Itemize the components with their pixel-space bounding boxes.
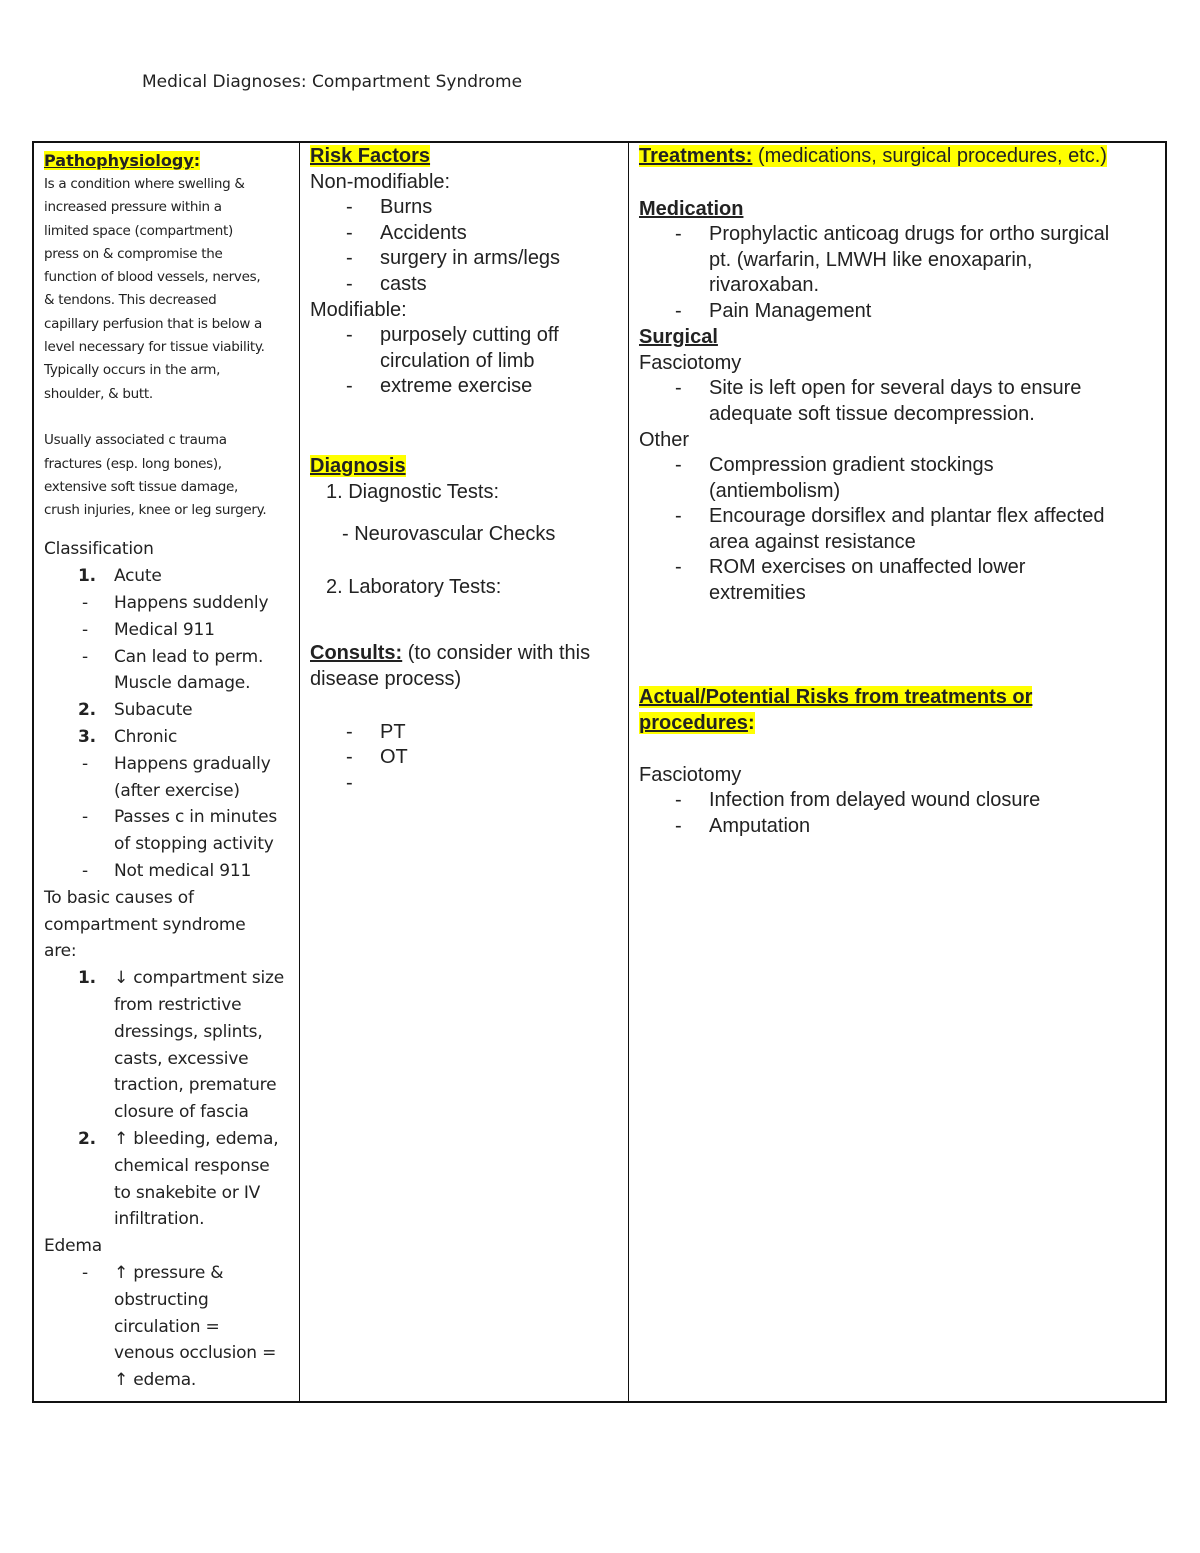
medication-list (639, 222, 1164, 324)
list-item (44, 617, 294, 644)
treatments-content (639, 143, 1164, 839)
list-item (44, 751, 294, 805)
risks-fasciotomy-label: Fasciotomy (639, 764, 742, 786)
classification-list (44, 563, 294, 885)
treatments-subheading: (medications, surgical procedures, etc.) (752, 145, 1107, 167)
dash-marker: - (675, 223, 682, 245)
neurovascular-checks: - Neurovascular Checks (342, 522, 556, 545)
causes-intro (44, 885, 294, 965)
non-modifiable-list (310, 195, 626, 297)
dash-marker: - (346, 272, 353, 295)
list-marker: 2. (78, 700, 96, 721)
bullet-text: Encourage dorsiflex and plantar flex affected (709, 505, 1105, 527)
dash-marker: - (346, 196, 353, 218)
consults-heading: Consults: (310, 641, 403, 664)
text-line: fractures (esp. long bones), (44, 455, 222, 472)
text-line: press on & compromise the (44, 245, 223, 262)
pathophysiology-column (34, 143, 300, 1401)
diagnosis-table (32, 141, 1167, 1403)
text-line: Is a condition where swelling & (44, 176, 245, 192)
pathophysiology-heading: Pathophysiology (44, 151, 194, 170)
risks-heading-cont: procedures (639, 712, 748, 734)
edema-list (44, 1260, 294, 1394)
list-marker: 3. (78, 727, 96, 748)
bullet-item (310, 323, 626, 374)
association-paragraph (44, 429, 294, 522)
bullet-text: Infection from delayed wound closure (709, 789, 1041, 811)
list-item-text: traction, premature (114, 1075, 277, 1096)
list-item-text: Passes c in minutes (114, 807, 278, 828)
dash-marker: - (346, 221, 353, 244)
laboratory-tests-label: 2. Laboratory Tests: (326, 575, 502, 598)
risks-colon: : (747, 712, 755, 734)
text-line: increased pressure within a (44, 199, 222, 216)
list-marker: - (82, 619, 88, 640)
text-line: & tendons. This decreased (44, 292, 217, 309)
dash-marker: - (346, 375, 353, 397)
list-item (44, 644, 294, 698)
bullet-item (310, 374, 626, 400)
dash-marker: - (346, 247, 353, 269)
pathophysiology-content (44, 147, 294, 1394)
bullet-item (310, 771, 626, 797)
list-item-text: (after exercise) (114, 780, 240, 801)
other-label: Other (639, 429, 690, 451)
bullet-item (639, 299, 1164, 325)
bullet-text: Site is left open for several days to ensure (709, 377, 1082, 399)
bullet-text: pt. (warfarin, LMWH like enoxaparin, (709, 248, 1033, 271)
diagnosis-heading: Diagnosis (310, 454, 406, 477)
list-marker: - (82, 1262, 88, 1283)
list-item (44, 563, 294, 590)
dash-marker: - (675, 454, 682, 476)
bullet-text: ROM exercises on unaffected lower (709, 556, 1026, 578)
bullet-item (310, 195, 626, 221)
bullet-item (639, 376, 1164, 427)
list-item-text: Acute (114, 566, 162, 587)
list-marker: 1. (78, 968, 96, 989)
bullet-item (310, 272, 626, 298)
heading-colon: : (193, 151, 201, 170)
text-line: crush injuries, knee or leg surgery. (44, 502, 267, 519)
list-item (44, 804, 294, 858)
bullet-item (639, 788, 1164, 814)
treatments-column (629, 143, 1165, 1401)
list-marker: - (82, 593, 88, 614)
list-item-text: of stopping activity (114, 834, 274, 855)
causes-list (44, 965, 294, 1233)
list-item-text: obstructing (114, 1289, 209, 1310)
list-item-text: circulation = (114, 1316, 220, 1337)
consults-list (310, 720, 626, 797)
list-marker: - (82, 807, 88, 828)
dash-marker: - (346, 771, 353, 794)
list-item-text: infiltration. (114, 1209, 205, 1230)
list-item-text: ↑ bleeding, edema, (114, 1128, 279, 1149)
dash-marker: - (675, 789, 682, 811)
bullet-text: adequate soft tissue decompression. (709, 402, 1035, 425)
bullet-text: extreme exercise (380, 375, 533, 397)
bullet-text: PT (380, 720, 406, 743)
bullet-text: area against resistance (709, 530, 916, 553)
list-item-text: Not medical 911 (114, 861, 252, 882)
consults-description: (to consider with this (402, 641, 591, 664)
list-item-text: Muscle damage. (114, 673, 251, 694)
classification-label: Classification (44, 539, 154, 560)
bullet-text: surgery in arms/legs (380, 247, 561, 269)
dash-marker: - (675, 505, 682, 527)
dash-marker: - (346, 746, 353, 768)
text-line: extensive soft tissue damage, (44, 478, 238, 495)
dash-marker: - (346, 720, 353, 743)
list-item-text: closure of fascia (114, 1102, 249, 1123)
list-item (44, 697, 294, 724)
text-line: capillary perfusion that is below a (44, 315, 263, 332)
text-line: Usually associated c trauma (44, 432, 227, 449)
bullet-item (639, 453, 1164, 504)
list-marker: - (82, 646, 88, 667)
list-item-text: ↓ compartment size (114, 968, 285, 989)
bullet-text: OT (380, 746, 408, 768)
fasciotomy-label: Fasciotomy (639, 352, 742, 374)
risks-heading: Actual/Potential Risks from treatments or (639, 686, 1033, 708)
list-item-text: Happens gradually (114, 753, 271, 774)
list-item (44, 858, 294, 885)
text-line: function of blood vessels, nerves, (44, 269, 261, 286)
list-item-text: venous occlusion = (114, 1343, 277, 1364)
text-line: Typically occurs in the arm, (44, 362, 221, 379)
list-item (44, 1126, 294, 1233)
bullet-text: (antiembolism) (709, 479, 841, 502)
list-item (44, 965, 294, 1126)
surgical-heading: Surgical (639, 326, 718, 348)
risks-list (639, 788, 1164, 839)
list-item-text: chemical response (114, 1155, 270, 1176)
edema-label: Edema (44, 1236, 102, 1257)
list-item-text: ↑ edema. (114, 1370, 197, 1391)
text-line: are: (44, 941, 77, 962)
bullet-text: Amputation (709, 814, 811, 837)
dash-marker: - (675, 377, 682, 399)
list-item-text: ↑ pressure & (114, 1262, 224, 1283)
bullet-item (310, 720, 626, 746)
bullet-text: purposely cutting off (380, 324, 559, 346)
list-marker: - (82, 753, 88, 774)
bullet-item (639, 814, 1164, 840)
list-item-text: to snakebite or IV (114, 1182, 261, 1203)
risk-factors-heading: Risk Factors (310, 145, 431, 167)
bullet-item (310, 246, 626, 272)
list-marker: 1. (78, 566, 96, 587)
modifiable-label: Modifiable: (310, 299, 407, 321)
dash-marker: - (346, 324, 353, 346)
dash-marker: - (675, 814, 682, 837)
pathophysiology-paragraph (44, 173, 294, 406)
list-item-text: dressings, splints, (114, 1021, 263, 1042)
bullet-text: circulation of limb (380, 349, 535, 372)
text-line: compartment syndrome (44, 914, 246, 935)
surgical-list (639, 376, 1164, 427)
risk-diagnosis-column (300, 143, 629, 1401)
list-marker: - (82, 861, 88, 882)
list-item-text: Medical 911 (114, 619, 215, 640)
bullet-text: casts (380, 272, 427, 295)
bullet-item (639, 555, 1164, 606)
list-item (44, 590, 294, 617)
list-item-text: casts, excessive (114, 1048, 249, 1069)
bullet-text: Prophylactic anticoag drugs for ortho surgical (709, 223, 1110, 245)
bullet-text (380, 771, 626, 797)
document-title: Medical Diagnoses: Compartment Syndrome (142, 72, 523, 92)
list-item-text: Chronic (114, 727, 178, 748)
diagnostic-tests-label: 1. Diagnostic Tests: (326, 480, 500, 503)
list-item (44, 724, 294, 751)
bullet-text: Accidents (380, 221, 467, 244)
list-item-text: Happens suddenly (114, 593, 269, 614)
consults-description-cont: disease process) (310, 667, 462, 690)
bullet-item (639, 504, 1164, 555)
bullet-text: extremities (709, 581, 806, 604)
non-modifiable-label: Non-modifiable: (310, 171, 451, 193)
bullet-text: Burns (380, 196, 433, 218)
bullet-text: Pain Management (709, 299, 872, 322)
text-line: limited space (compartment) (44, 222, 234, 239)
treatments-heading: Treatments: (639, 145, 753, 167)
medication-heading: Medication (639, 198, 744, 220)
risk-diagnosis-content (310, 143, 626, 796)
dash-marker: - (675, 556, 682, 578)
dash-marker: - (675, 299, 682, 322)
list-item-text: Can lead to perm. (114, 646, 264, 667)
other-list (639, 453, 1164, 606)
bullet-text: Compression gradient stockings (709, 454, 994, 476)
bullet-item (310, 745, 626, 771)
bullet-item (310, 221, 626, 247)
list-item (44, 1260, 294, 1394)
text-line: shoulder, & butt. (44, 385, 153, 402)
bullet-item (639, 222, 1164, 299)
text-line: level necessary for tissue viability. (44, 339, 265, 356)
bullet-text: rivaroxaban. (709, 274, 820, 296)
modifiable-list (310, 323, 626, 400)
list-item-text: Subacute (114, 700, 193, 721)
text-line: To basic causes of (44, 887, 194, 908)
list-marker: 2. (78, 1128, 96, 1149)
list-item-text: from restrictive (114, 995, 242, 1015)
